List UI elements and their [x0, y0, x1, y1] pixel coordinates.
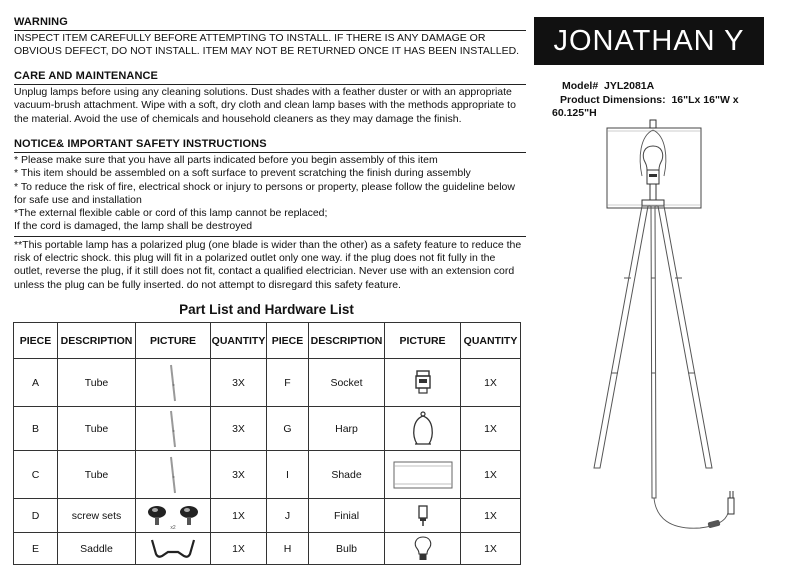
warning-section — [14, 16, 526, 59]
quantity-cell: 1X — [461, 451, 521, 499]
parts-table — [13, 322, 521, 565]
picture-cell — [385, 499, 461, 533]
header-picture: PICTURE — [136, 323, 211, 359]
description-cell: screw sets — [58, 499, 136, 533]
table-header-row — [14, 323, 521, 359]
dimensions-value: 16"Lx 16"W x — [671, 93, 739, 106]
header-picture: PICTURE — [385, 323, 461, 359]
quantity-cell: 1X — [461, 499, 521, 533]
polarized-plug-section — [14, 236, 526, 292]
warning-title: WARNING — [14, 16, 526, 31]
warning-text: INSPECT ITEM CAREFULLY BEFORE ATTEMPTING TO INSTALL. IF THERE IS ANY DAMAGE OR OBVIOUS DEFECT, DO NOT INSTALL. ITEM MAY NOT BE RETURNED ONCE IT HAS BEEN INSTALLED. — [14, 32, 520, 58]
socket-icon — [408, 368, 438, 398]
picture-cell — [136, 499, 211, 533]
picture-cell — [136, 533, 211, 565]
description-cell: Saddle — [58, 533, 136, 565]
quantity-cell: 1X — [211, 499, 267, 533]
header-quantity: QUANTITY — [461, 323, 521, 359]
care-text: Unplug lamps before using any cleaning solutions. Dust shades with a feather duster or with an appropriate vacuum-brush attachment. Wipe with a soft, dry cloth and clean lamp bases with the methods appropriate to the material. Avoid the use of chemicals and household cleaners as they may damage the finish. — [14, 86, 516, 125]
picture-cell — [385, 533, 461, 565]
piece-cell: H — [267, 533, 309, 565]
model-value: JYL2081A — [604, 80, 655, 92]
notice-section — [14, 138, 526, 233]
description-cell: Bulb — [309, 533, 385, 565]
care-title: CARE AND MAINTENANCE — [14, 70, 526, 85]
description-cell: Tube — [58, 407, 136, 451]
description-cell: Tube — [58, 451, 136, 499]
piece-cell: A — [14, 359, 58, 407]
tube-icon — [143, 455, 203, 495]
dimensions-value-cont: 60.125"H — [552, 107, 597, 119]
table-row — [14, 499, 521, 533]
piece-cell: D — [14, 499, 58, 533]
tube-icon — [143, 363, 203, 403]
piece-cell: I — [267, 451, 309, 499]
header-quantity: QUANTITY — [211, 323, 267, 359]
header-description: DESCRIPTION — [309, 323, 385, 359]
harp-icon — [406, 410, 440, 448]
table-row — [14, 359, 521, 407]
header-piece: PIECE — [267, 323, 309, 359]
table-row — [14, 533, 521, 565]
tube-icon — [143, 409, 203, 449]
piece-cell: G — [267, 407, 309, 451]
svg-text:x2: x2 — [170, 524, 176, 531]
description-cell: Shade — [309, 451, 385, 499]
bulb-icon — [412, 535, 434, 563]
polarized-text: **This portable lamp has a polarized plug (one blade is wider than the other) as a safety feature to reduce the risk of electric shock. this plug will fit in a polarized outlet only one way. if the plug does not fit fully in the outlet, reverse the plug, if it still does not fit, contact a qualified electrician. Never use with an extension cord unless the plug can be fully inserted. do not attempt to disregard this safety feature. — [14, 239, 522, 291]
dimensions-label: Product Dimensions: — [560, 93, 666, 106]
finial-icon — [413, 503, 433, 529]
screw-set-icon — [143, 501, 203, 531]
table-row — [14, 451, 521, 499]
model-label: Model# — [562, 80, 599, 92]
description-cell: Harp — [309, 407, 385, 451]
care-section — [14, 70, 526, 126]
notice-line: * This item should be assembled on a soft surface to prevent scratching the finish during assembly — [14, 167, 471, 180]
table-row — [14, 407, 521, 451]
saddle-icon — [148, 536, 198, 562]
picture-cell — [385, 451, 461, 499]
description-cell: Tube — [58, 359, 136, 407]
picture-cell — [136, 407, 211, 451]
picture-cell — [136, 359, 211, 407]
header-description: DESCRIPTION — [58, 323, 136, 359]
header-piece: PIECE — [14, 323, 58, 359]
quantity-cell: 3X — [211, 407, 267, 451]
parts-list-title: Part List and Hardware List — [179, 302, 354, 317]
picture-cell — [385, 359, 461, 407]
picture-cell — [385, 407, 461, 451]
quantity-cell: 1X — [461, 359, 521, 407]
brand-logo: JONATHAN Y — [534, 17, 764, 65]
piece-cell: E — [14, 533, 58, 565]
piece-cell: F — [267, 359, 309, 407]
shade-icon — [391, 458, 455, 492]
notice-title: NOTICE& IMPORTANT SAFETY INSTRUCTIONS — [14, 138, 526, 153]
picture-cell — [136, 451, 211, 499]
quantity-cell: 1X — [211, 533, 267, 565]
quantity-cell: 3X — [211, 359, 267, 407]
tripod-floor-lamp-icon — [560, 118, 750, 538]
notice-line: * To reduce the risk of fire, electrical shock or injury to persons or property, please follow the guideline below for safe use and installation — [14, 180, 515, 206]
notice-line: If the cord is damaged, the lamp shall be destroyed — [14, 220, 253, 233]
piece-cell: J — [267, 499, 309, 533]
piece-cell: B — [14, 407, 58, 451]
product-info — [552, 80, 739, 121]
quantity-cell: 1X — [461, 407, 521, 451]
description-cell: Socket — [309, 359, 385, 407]
piece-cell: C — [14, 451, 58, 499]
quantity-cell: 1X — [461, 533, 521, 565]
quantity-cell: 3X — [211, 451, 267, 499]
description-cell: Finial — [309, 499, 385, 533]
notice-line: *The external flexible cable or cord of this lamp cannot be replaced; — [14, 207, 328, 220]
notice-line: * Please make sure that you have all parts indicated before you begin assembly of this item — [14, 154, 438, 167]
